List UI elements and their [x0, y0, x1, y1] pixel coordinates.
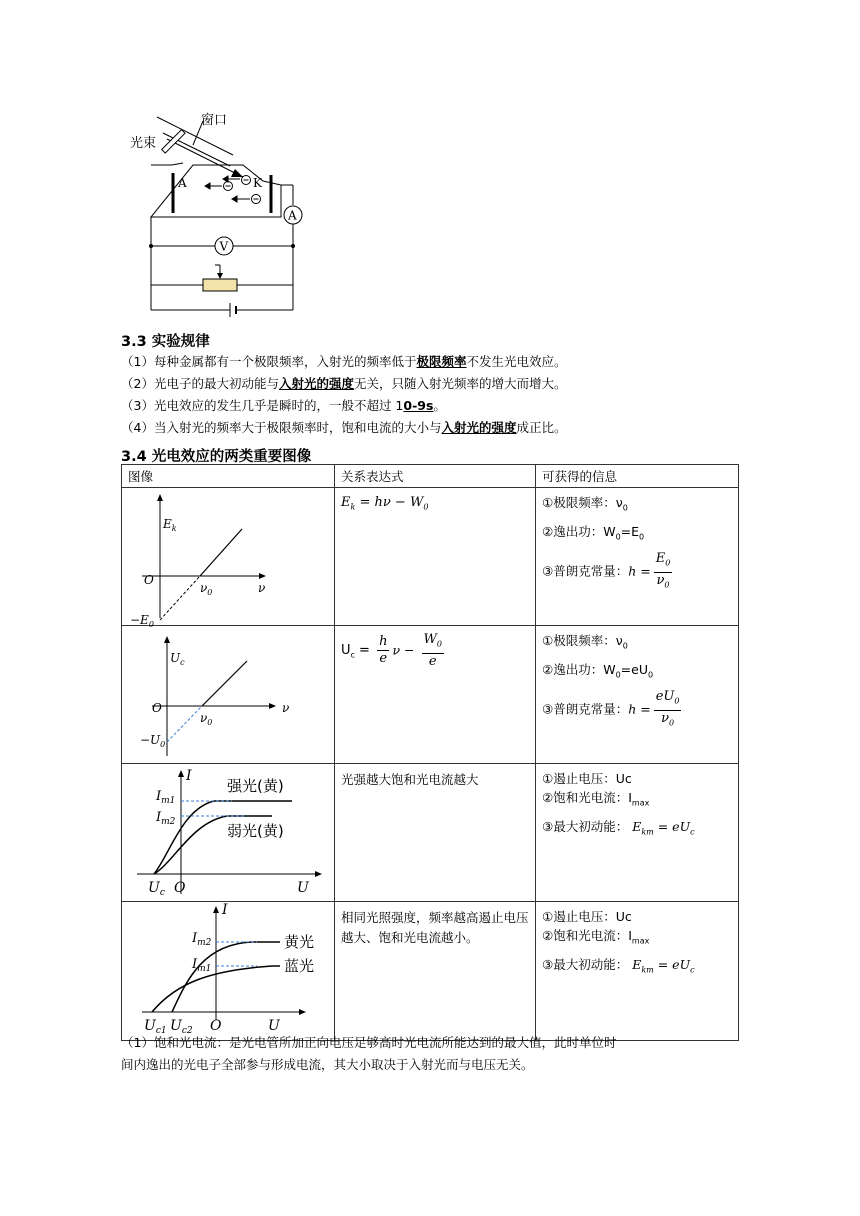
svg-text:ν: ν	[282, 701, 290, 715]
svg-text:I: I	[186, 768, 192, 784]
svg-text:ν0: $\nu_0$	[200, 711, 213, 727]
note-line-1: （1）饱和光电流：是光电管所加正向电压足够高时光电流所能达到的最大值，此时单位时	[121, 1035, 617, 1050]
svg-text:Im1: $I_{m1}$	[192, 957, 212, 974]
svg-text:Uc: $U_c$	[148, 880, 165, 898]
svg-text:O: O	[174, 880, 186, 896]
rule-1: （1）每种金属都有一个极限频率，入射光的频率低于极限频率不发生光电效应。	[121, 354, 567, 369]
svg-text:Uc1: $U_{c1}$	[144, 1018, 167, 1036]
svg-text:U: U	[268, 1018, 280, 1034]
graphs-table	[121, 464, 739, 1041]
table-row	[122, 902, 739, 1041]
relation-intensity: 光强越大饱和光电流越大	[335, 764, 536, 902]
anode-label: A	[178, 176, 187, 190]
rule-2: （2）光电子的最大初动能与入射光的强度无关，只随入射光频率的增大而增大。	[121, 376, 567, 391]
relation-ek: $E_k = h\nu - W_0$	[335, 488, 536, 626]
header-graph: 图像	[122, 465, 335, 488]
svg-text:−E0: $-E_0$	[130, 613, 154, 629]
svg-text:ν0: $\nu_0$	[200, 581, 213, 597]
table-header-row	[122, 465, 739, 488]
iu-frequency-graph	[122, 902, 333, 1037]
svg-text:Uc: $U_c$	[170, 651, 185, 667]
note-line-2: 间内逸出的光电子全部参与形成电流，其大小取决于入射光而与电压无关。	[121, 1057, 534, 1072]
uc-frequency-graph	[122, 626, 333, 760]
svg-text:蓝光: 蓝光	[284, 957, 315, 975]
relation-uc: $U_c$ = $\frac{h}{e}$ ν − $\frac{W_0}{e}$	[335, 626, 536, 764]
svg-text:ν: ν	[258, 581, 266, 595]
saturation-current-note	[121, 1035, 741, 1072]
section-3-3-heading: 3.3 实验规律	[121, 334, 210, 350]
cathode-label: K	[253, 176, 262, 190]
svg-text:O: O	[210, 1018, 222, 1034]
info-uc: ①极限频率：$\nu_0$ ②逸出功：$W_0=eU_0$ ③普朗克常量：h = $\frac{eU_0}{\nu_0}$	[536, 626, 739, 764]
rule-4: （4）当入射光的频率大于极限频率时，饱和电流的大小与入射光的强度成正比。	[121, 420, 567, 435]
voltmeter-label: V	[219, 239, 229, 254]
info-ek: ①极限频率：$\nu_0$ ②逸出功：$W_0=E_0$ ③普朗克常量：h = $\frac{E_0}{\nu_0}$	[536, 488, 739, 626]
iu-intensity-graph	[122, 764, 333, 898]
svg-text:Im2: $I_{m2}$	[156, 810, 176, 827]
svg-text:Ek: $E_k$	[163, 517, 177, 533]
header-info: 可获得的信息	[536, 465, 739, 488]
svg-text:I: I	[222, 902, 228, 918]
svg-text:O: O	[144, 573, 154, 587]
table-row	[122, 764, 739, 902]
svg-text:黄光: 黄光	[284, 933, 315, 951]
info-frequency: ①遏止电压：Uc ②饱和光电流：$I_{max}$ ③最大初动能： $E_{km} = eU_c$	[536, 902, 739, 1041]
beam-label: 光束	[130, 136, 157, 151]
table-row	[122, 488, 739, 626]
rules-list	[121, 354, 567, 435]
info-intensity: ①遏止电压：Uc ②饱和光电流：$I_{max}$ ③最大初动能： $E_{km} = eU_c$	[536, 764, 739, 902]
svg-text:U: U	[297, 880, 309, 896]
table-row	[122, 626, 739, 764]
window-label: 窗口	[201, 113, 228, 128]
svg-text:−U0: $-U_0$	[140, 733, 166, 749]
ammeter-label: A	[288, 208, 297, 223]
svg-text:O: O	[152, 701, 162, 715]
svg-text:Im1: $I_{m1}$	[156, 789, 176, 806]
relation-frequency: 相同光照强度，频率越高遏止电压越大、饱和光电流越小。	[335, 902, 536, 1041]
svg-text:Im2: $I_{m2}$	[192, 931, 212, 948]
rule-3: （3）光电效应的发生几乎是瞬时的，一般不超过 10-9s。	[121, 398, 446, 413]
section-3-4-heading: 3.4 光电效应的两类重要图像	[121, 449, 312, 465]
svg-text:Uc2: $U_{c2}$	[170, 1018, 193, 1036]
ek-frequency-graph	[122, 488, 333, 629]
svg-text:强光(黄): 强光(黄)	[227, 777, 284, 795]
header-relation: 关系表达式	[335, 465, 536, 488]
svg-text:弱光(黄): 弱光(黄)	[227, 822, 284, 840]
